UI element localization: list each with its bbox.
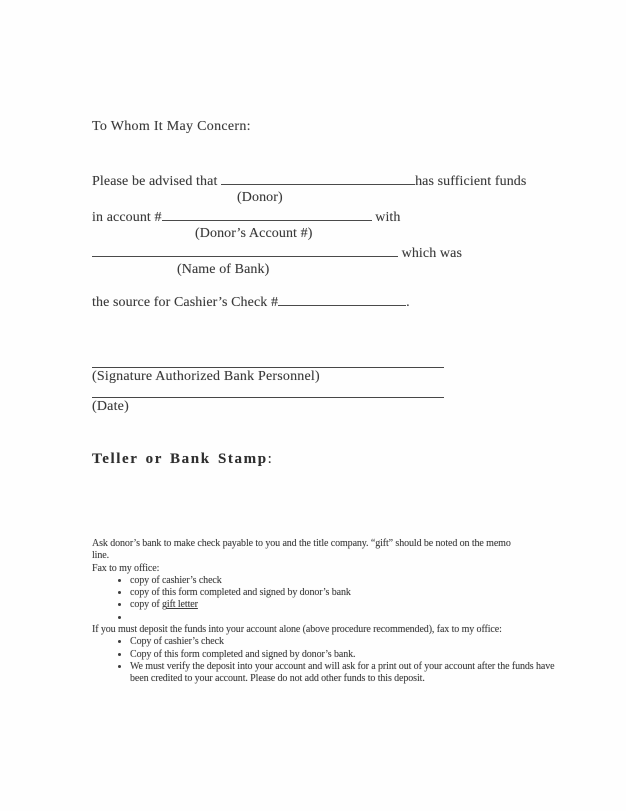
bank-line-after: which was	[401, 245, 462, 261]
signature-blank-line	[92, 352, 444, 368]
check-line-period: .	[406, 294, 410, 310]
signature-section	[92, 352, 444, 415]
account-line-before: in account #	[92, 209, 162, 225]
date-blank-line	[92, 385, 444, 398]
funds-line	[92, 171, 562, 190]
list-item: • Copy of cashier’s check	[130, 636, 568, 648]
list-item: • copy of this form completed and signed by donor’s bank	[130, 587, 568, 599]
fine-print-section	[92, 538, 555, 686]
check-number-blank-field	[278, 292, 406, 306]
bank-line	[92, 243, 562, 262]
fax-checklist	[92, 575, 568, 624]
bank-name-blank-field	[92, 243, 398, 257]
list-item: • copy of cashier’s check	[130, 575, 568, 587]
donor-caption: (Donor)	[237, 190, 283, 206]
bank-caption: (Name of Bank)	[177, 262, 270, 278]
account-line-after: with	[375, 209, 401, 225]
date-caption: (Date)	[92, 399, 129, 414]
empty-bullet-item	[130, 612, 568, 624]
deposit-instruction: If you must deposit the funds into your account alone (above procedure recommended), fax to my office:	[92, 624, 502, 636]
deposit-checklist	[92, 636, 568, 685]
gift-letter-underlined-text: gift letter	[161, 599, 198, 611]
list-item: • We must verify the deposit into your account and will ask for a print out of your account after the funds have been credited to your account. Please do not add other funds to this deposit.	[130, 661, 568, 686]
donor-name-blank-field	[221, 171, 415, 185]
list-item: • Copy of this form completed and signed by donor’s bank.	[130, 649, 568, 661]
funds-line-after: has sufficient funds	[415, 173, 527, 189]
stamp-heading-colon: :	[267, 451, 272, 467]
teller-stamp-heading: Teller or Bank Stamp:	[92, 451, 272, 467]
cashiers-check-line	[92, 292, 562, 311]
list-item-gift-letter: • copy of gift letter	[130, 599, 568, 611]
letter-body	[92, 171, 562, 311]
signature-caption: (Signature Authorized Bank Personnel)	[92, 369, 320, 384]
salutation: To Whom It May Concern:	[92, 119, 251, 134]
fax-instruction: Fax to my office:	[92, 562, 160, 574]
account-caption: (Donor’s Account #)	[195, 226, 313, 242]
account-line	[92, 207, 562, 226]
check-line-before: the source for Cashier’s Check #	[92, 294, 279, 310]
funds-line-before: Please be advised that	[92, 173, 218, 189]
fine-print-intro: Ask donor’s bank to make check payable to you and the title company. “gift” should be noted on the memo line.	[92, 538, 511, 562]
account-number-blank-field	[162, 207, 372, 221]
